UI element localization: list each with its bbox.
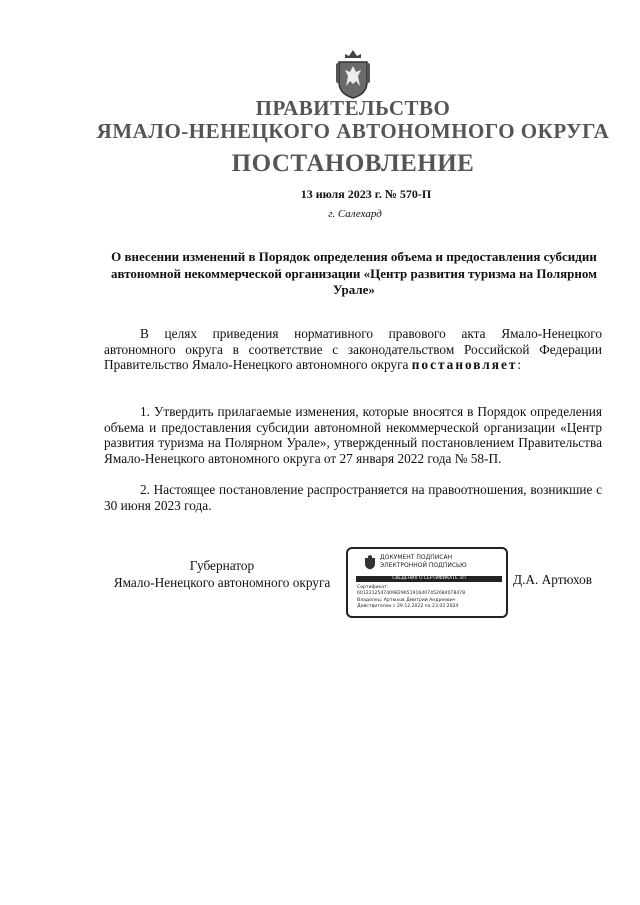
signatory-post-line1: Губернатор — [189, 558, 255, 573]
preamble-paragraph — [104, 326, 602, 373]
signatory-name: Д.А. Артюхов — [513, 572, 593, 587]
signatory-post — [100, 557, 344, 591]
decree-word: постановляет — [411, 357, 518, 373]
stamp-certificate-bar: СВЕДЕНИЯ О СЕРТИФИКАТЕ ЭП — [356, 576, 502, 582]
item-1-paragraph — [104, 404, 602, 466]
stamp-heading-line1: ДОКУМЕНТ ПОДПИСАН — [380, 554, 453, 561]
electronic-signature-stamp — [346, 547, 508, 618]
coat-of-arms-emblem — [333, 48, 373, 100]
stamp-heading-line2: ЭЛЕКТРОННОЙ ПОДПИСЬЮ — [380, 561, 467, 569]
signatory-post-line2: Ямало-Ненецкого автономного округа — [113, 575, 331, 590]
government-name-line2: ЯМАЛО-НЕНЕЦКОГО АВТОНОМНОГО ОКРУГА — [96, 119, 610, 143]
stamp-validity: Действителен с 29.12.2022 по 23.03.2024 — [357, 604, 459, 610]
document-city: г. Салехард — [328, 208, 382, 220]
item-2-text: 2. Настоящее постановление распространяется на правоотношения, возникшие с 30 июня 2023 года. — [104, 482, 602, 513]
document-type-title: ПОСТАНОВЛЕНИЕ — [231, 150, 475, 177]
stamp-cert-label: Сертификат: — [357, 585, 389, 590]
decree-colon: : — [517, 357, 522, 373]
government-name-line1: ПРАВИТЕЛЬСТВО — [255, 96, 451, 120]
preamble-text: В целях приведения нормативного правового акта Ямало-Ненецкого автономного округа в соответствие с законодательством Российской Федерации Правительство Ямало-Ненецкого автономного округа — [104, 326, 602, 373]
item-1-text: 1. Утвердить прилагаемые изменения, которые вносятся в Порядок определения объема и предоставления субсидии автономной некоммерческой организации «Центр развития туризма на Полярном Урале», утвержденный постановлением Правительства Ямало-Ненецкого автономного округа от 27 января 2022 года № 58-П. — [104, 404, 602, 466]
stamp-cert-number: 6012212547409829651916407452684078478 — [357, 591, 466, 597]
document-date-number: 13 июля 2023 г. № 570-П — [300, 187, 432, 201]
stamp-details — [357, 585, 465, 611]
emblem-icon — [364, 555, 376, 570]
stamp-owner: Владелец: Артюхов Дмитрий Андреевич — [357, 597, 456, 603]
item-2-paragraph — [104, 482, 602, 513]
document-subject: О внесении изменений в Порядок определения объема и предоставления субсидии автономной некоммерческой организации «Центр развития туризма на Полярном Урале» — [111, 249, 597, 297]
stamp-heading — [380, 554, 467, 569]
